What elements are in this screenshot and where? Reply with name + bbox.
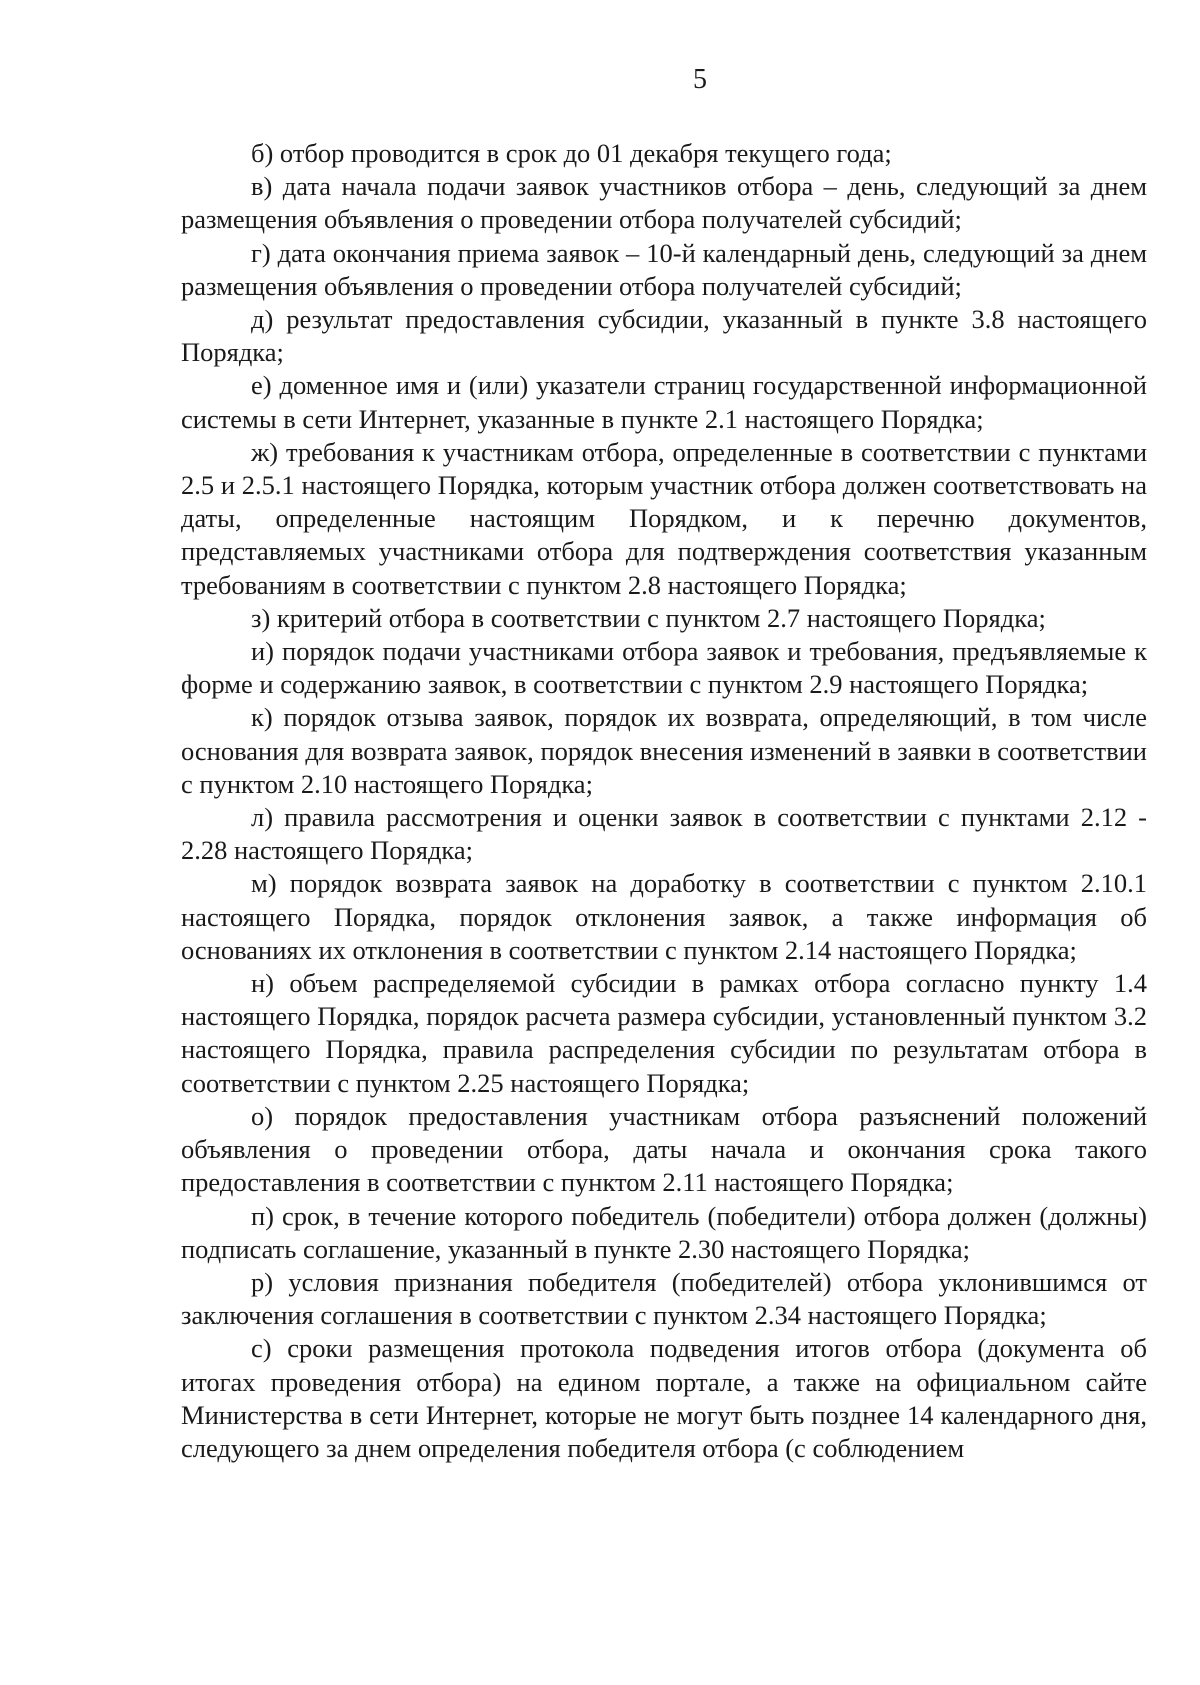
paragraph-v: в) дата начала подачи заявок участников отбора – день, следующий за днем размещения объявления о проведении отбора получателей субсидий;: [181, 171, 1147, 235]
paragraph-o: о) порядок предоставления участникам отбора разъяснений положений объявления о проведении отбора, даты начала и окончания срока такого предоставления в соответствии с пунктом 2.11 настоящего Порядка;: [181, 1100, 1147, 1198]
paragraph-n: н) объем распределяемой субсидии в рамках отбора согласно пункту 1.4 настоящего Порядка, порядок расчета размера субсидии, установленный пунктом 3.2 настоящего Порядка, правила распределения субсидии по результатам отбора в соответствии с пунктом 2.25 настоящего Порядка;: [181, 968, 1147, 1098]
paragraph-d: д) результат предоставления субсидии, указанный в пункте 3.8 настоящего Порядка;: [181, 304, 1147, 368]
page-number: 5: [693, 64, 707, 95]
paragraph-l: л) правила рассмотрения и оценки заявок в соответствии с пунктами 2.12 - 2.28 настоящего Порядка;: [181, 802, 1147, 866]
paragraph-i: и) порядок подачи участниками отбора заявок и требования, предъявляемые к форме и содержанию заявок, в соответствии с пунктом 2.9 настоящего Порядка;: [181, 636, 1147, 700]
paragraph-zh: ж) требования к участникам отбора, определенные в соответствии с пунктами 2.5 и 2.5.1 настоящего Порядка, которым участник отбора должен соответствовать на даты, определенные настоящим Порядком, и к перечню документов, представляемых участниками отбора для подтверждения соответствия указанным требованиям в соответствии с пунктом 2.8 настоящего Порядка;: [181, 436, 1147, 600]
paragraph-b: б) отбор проводится в срок до 01 декабря текущего года;: [251, 138, 892, 168]
paragraph-k: к) порядок отзыва заявок, порядок их возврата, определяющий, в том числе основания для возврата заявок, порядок внесения изменений в заявки в соответствии с пунктом 2.10 настоящего Порядка;: [181, 702, 1147, 799]
paragraph-m: м) порядок возврата заявок на доработку в соответствии с пунктом 2.10.1 настоящего Порядка, порядок отклонения заявок, а также информация об основаниях их отклонения в соответствии с пунктом 2.14 настоящего Порядка;: [181, 868, 1147, 965]
paragraph-p: п) срок, в течение которого победитель (победители) отбора должен (должны) подписать соглашение, указанный в пункте 2.30 настоящего Порядка;: [181, 1200, 1147, 1264]
paragraph-z: з) критерий отбора в соответствии с пунктом 2.7 настоящего Порядка;: [251, 602, 1046, 633]
document-body: [181, 137, 1147, 1465]
paragraph-g: г) дата окончания приема заявок – 10-й календарный день, следующий за днем размещения объявления о проведении отбора получателей субсидий;: [181, 237, 1147, 301]
paragraph-s: с) сроки размещения протокола подведения итогов отбора (документа об итогах проведения отбора) на едином портале, а также на официальном сайте Министерства в сети Интернет, которые не могут быть позднее 14 календарного дня, следующего за днем определения победителя отбора (с соблюдением: [181, 1333, 1147, 1463]
paragraph-r: р) условия признания победителя (победителей) отбора уклонившимся от заключения соглашения в соответствии с пунктом 2.34 настоящего Порядка;: [181, 1266, 1147, 1331]
paragraph-e: е) доменное имя и (или) указатели страниц государственной информационной системы в сети Интернет, указанные в пункте 2.1 настоящего Порядка;: [181, 370, 1147, 434]
